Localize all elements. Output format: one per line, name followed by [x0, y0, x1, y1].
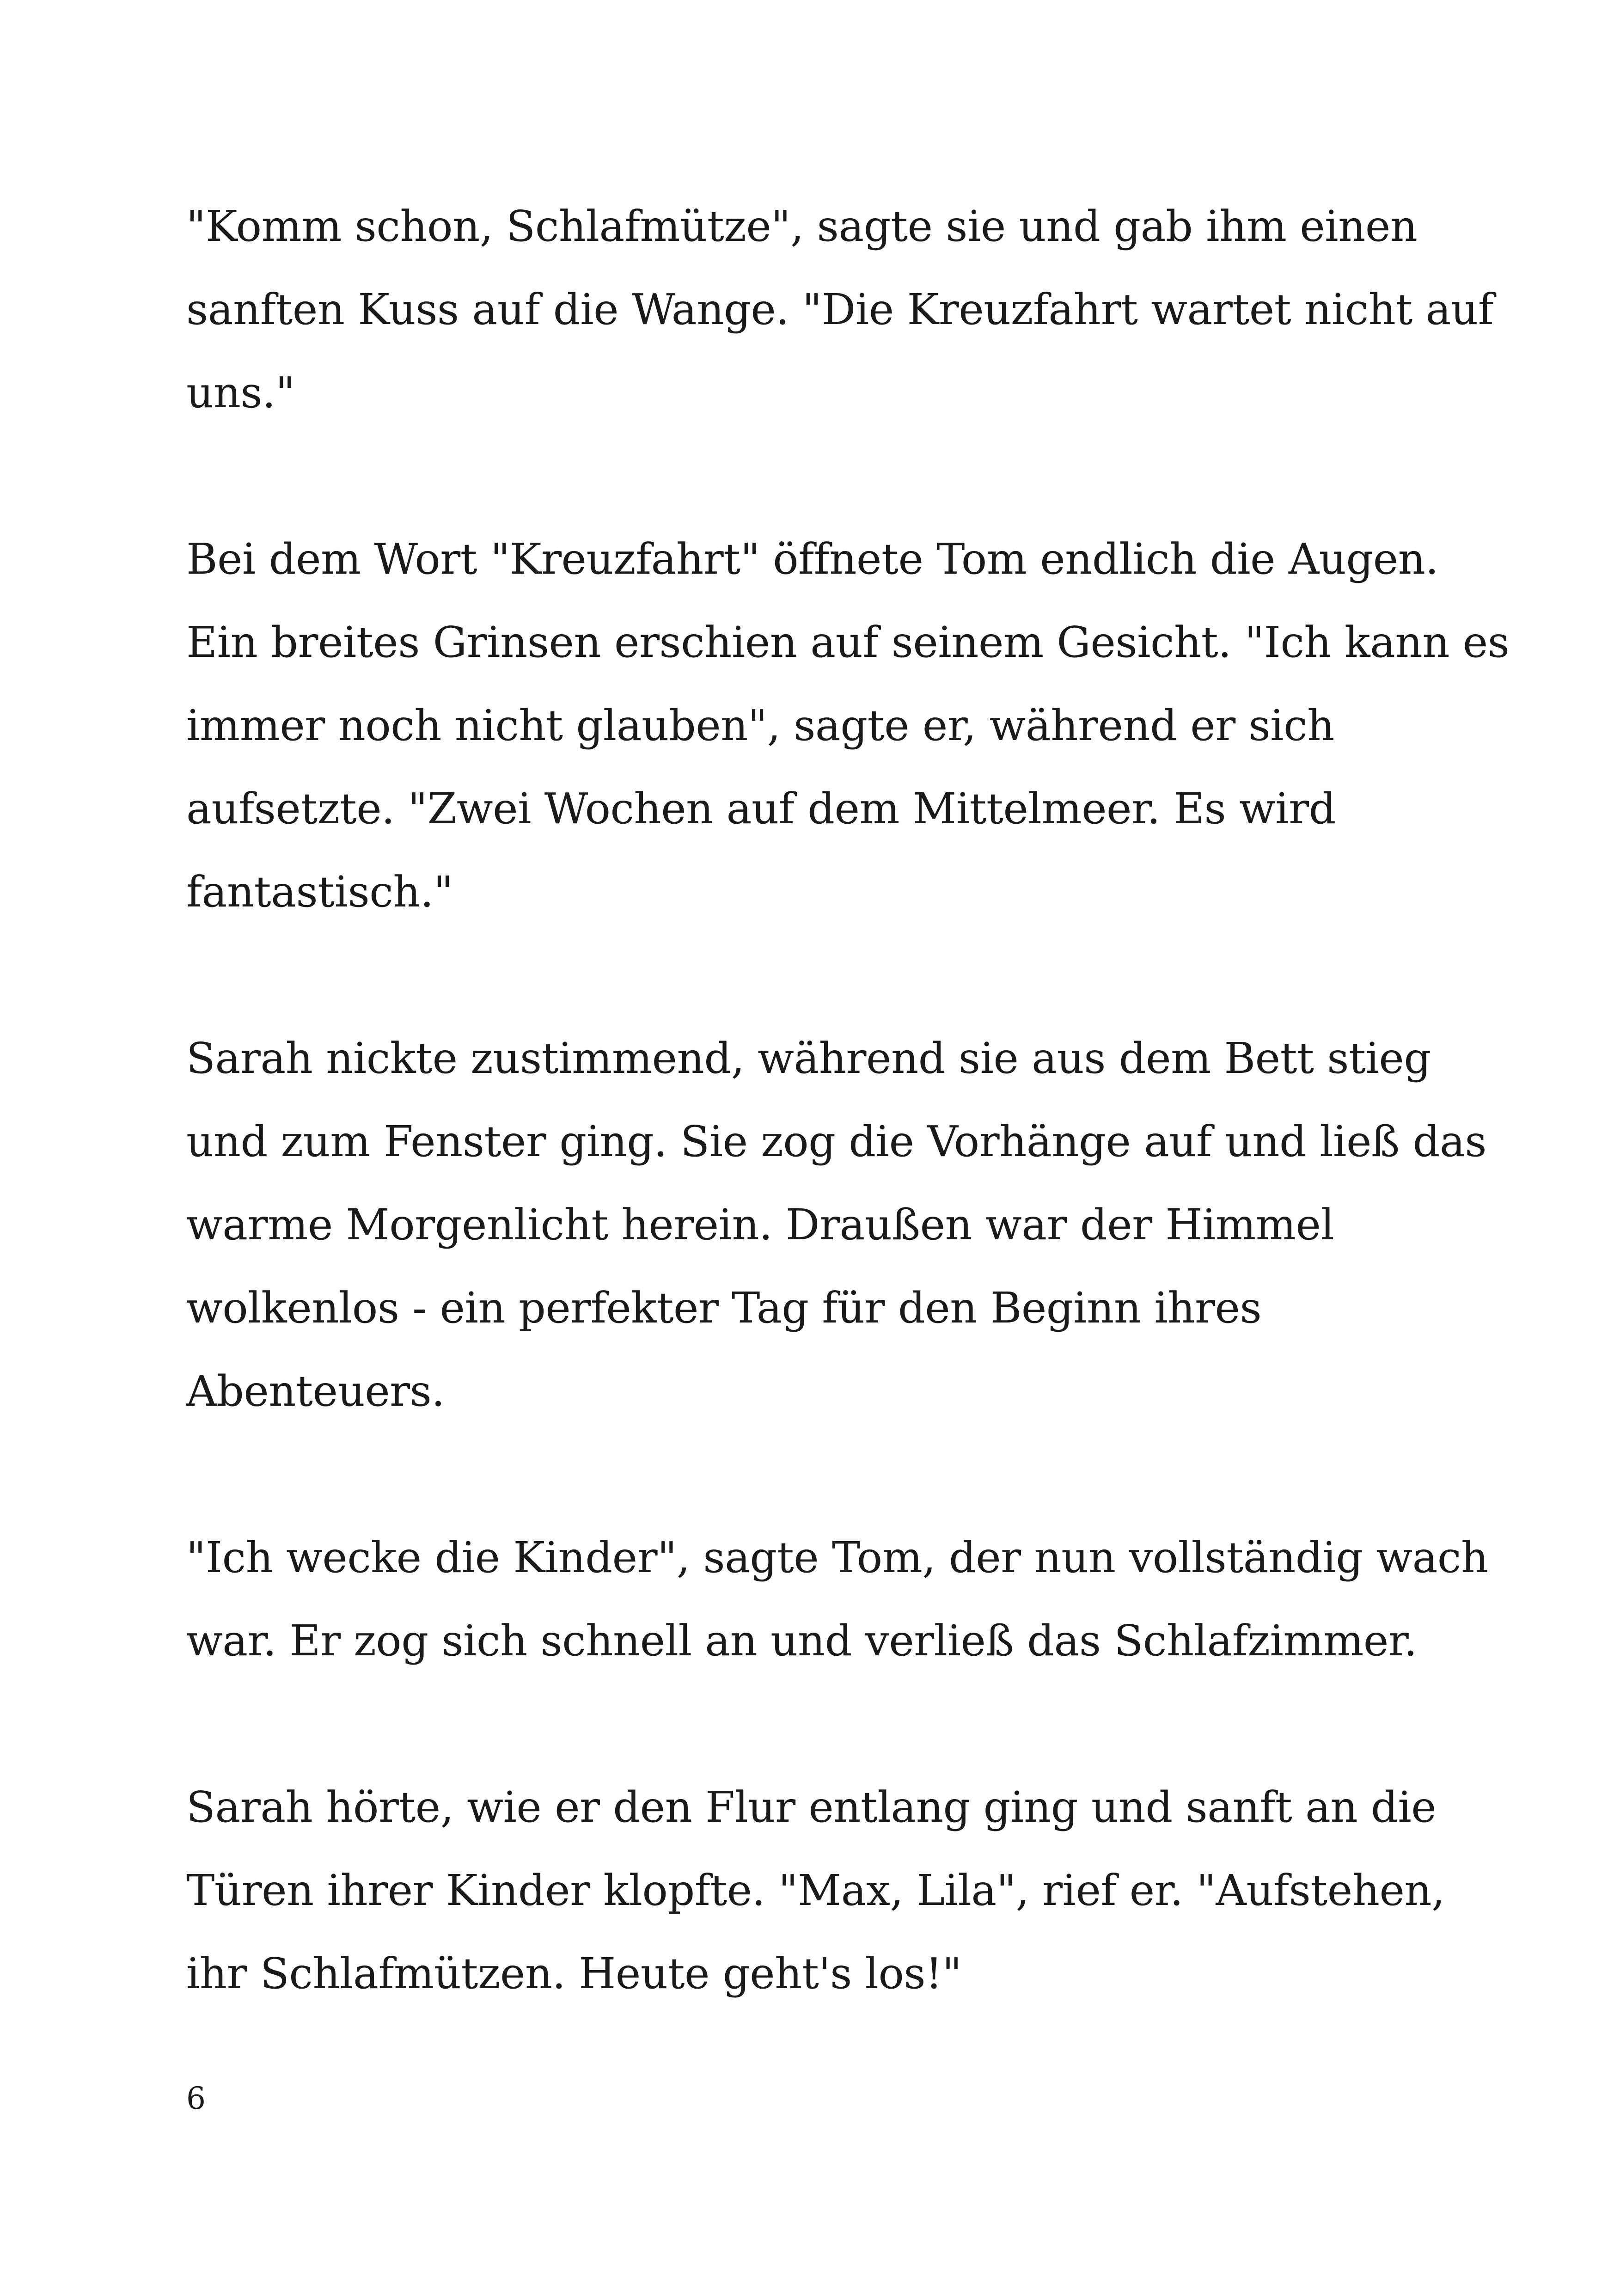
text-line: und zum Fenster ging. Sie zog die Vorhänge auf und ließ das	[186, 1117, 1487, 1166]
text-line: "Ich wecke die Kinder", sagte Tom, der nun vollständig wach	[186, 1533, 1488, 1582]
text-line: Sarah hörte, wie er den Flur entlang ging und sanft an die	[186, 1782, 1437, 1832]
text-line: Bei dem Wort "Kreuzfahrt" öffnete Tom endlich die Augen.	[186, 534, 1439, 584]
text-line: wolkenlos - ein perfekter Tag für den Beginn ihres	[186, 1283, 1262, 1333]
text-line: "Komm schon, Schlafmütze", sagte sie und gab ihm einen	[186, 202, 1418, 251]
text-line: Sarah nickte zustimmend, während sie aus dem Bett stieg	[186, 1034, 1431, 1083]
text-line: Abenteuers.	[186, 1366, 445, 1416]
paragraph	[186, 1516, 1488, 1683]
text-line: Türen ihrer Kinder klopfte. "Max, Lila", rief er. "Aufstehen,	[186, 1866, 1445, 1915]
text-line: uns."	[186, 368, 295, 417]
text-line: warme Morgenlicht herein. Draußen war der Himmel	[186, 1200, 1334, 1249]
text-line: sanften Kuss auf die Wange. "Die Kreuzfahrt wartet nicht auf	[186, 285, 1494, 334]
text-line: war. Er zog sich schnell an und verließ das Schlafzimmer.	[186, 1616, 1417, 1665]
body-text	[186, 185, 1510, 2099]
text-line: ihr Schlafmützen. Heute geht's los!"	[186, 1949, 962, 1998]
paragraph	[186, 1766, 1462, 2015]
page-number: 6	[186, 2081, 206, 2116]
text-line: Ein breites Grinsen erschien auf seinem Gesicht. "Ich kann es	[186, 618, 1510, 667]
paragraph	[186, 518, 1510, 934]
text-line: immer noch nicht glauben", sagte er, während er sich	[186, 701, 1334, 750]
paragraph	[186, 185, 1494, 435]
text-line: fantastisch."	[186, 867, 453, 917]
paragraph	[186, 1017, 1487, 1433]
text-line: aufsetzte. "Zwei Wochen auf dem Mittelmeer. Es wird	[186, 784, 1336, 833]
